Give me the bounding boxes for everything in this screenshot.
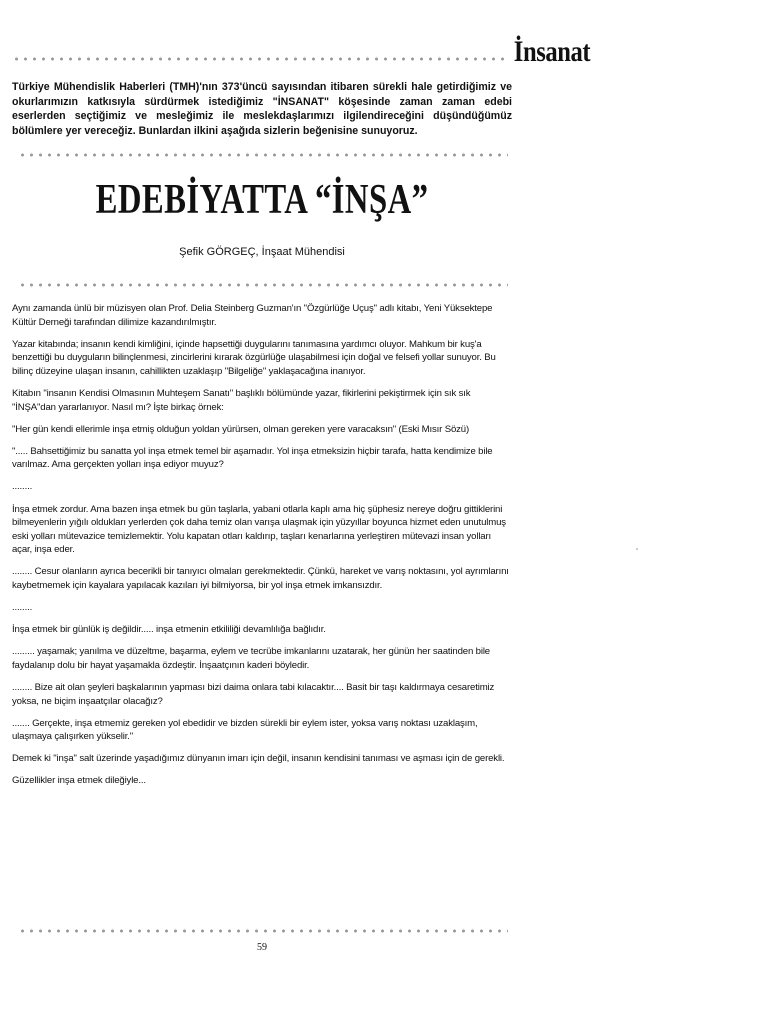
ellipsis-line: ........ [12, 481, 33, 493]
article-body [12, 302, 512, 797]
divider-dotted-rule [18, 282, 508, 288]
body-quote: "..... Bahsettiğimiz bu sanatta yol inşa etmek temel bir aşamadır. Yol inşa etmeksizin hiçbir tarafa, hatta kendimize bile varılmaz. Ama gerçekten yolları inşa ediyor muyuz? [12, 445, 493, 471]
body-quote: ........ Cesur olanların ayrıca becerikli bir tanıyıcı olmaları gerekmektedir. Çünkü, hareket ve varış noktasını, yol ayrımlarını kaybetmemek için kayalara yapılacak kazıları iyi bilmiyorsa, bir yol inşa etmek imkansızdır. [12, 566, 509, 591]
body-quote: ....... Gerçekte, inşa etmemiz gereken yol ebedidir ve bizden sürekli bir eylem ister, yoksa varış noktası uzaklaşım, ulaşmaya çalışırken yükselir." [12, 717, 478, 743]
body-paragraph: Aynı zamanda ünlü bir müzisyen olan Prof. Delia Steinberg Guzman'ın "Özgürlüğe Uçuş" adlı kitabı, Yeni Yüksektepe Kültür Derneği tarafından dilimize kazandırılmıştır. [12, 303, 493, 328]
header-dotted-rule [12, 56, 507, 62]
body-quote: ......... yaşamak; yanılma ve düzeltme, başarma, eylem ve tecrübe imkanlarını uzatarak, her günün her saatinden bile faydalanıp dolu bir hayat yaşamakla özdeştir. İnşaatçının kaderi böyledir. [12, 646, 490, 671]
body-quote: ........ Bize ait olan şeyleri başkalarının yapması bizi daima onlara tabi kılacaktır.... Basit bir taşı kaldırmaya cesaretimiz yoksa, ne biçim inşaatçılar olacağız? [12, 681, 495, 707]
body-quote: "Her gün kendi ellerimle inşa etmiş olduğun yoldan yürürsen, olman gereken yere varacaksın" (Eski Mısır Sözü) [12, 423, 470, 435]
body-quote: İnşa etmek zordur. Ama bazen inşa etmek bu gün taşlarla, yabani otlarla kaplı ama hiç şüphesiz nereye doğru gittiklerini bilmeyenlerin yığılı oldukları yerlerden çok daha temiz olan varışa ulaşmak için yüzyıllar boyunca hizmet eden unutulmuş eski yolları mütevazice temizlemektir. Yolu kapatan otları kaldırıp, taşları kenarlarına yerleştiren mütevazi insan yolları açar, inşa eder. [12, 503, 506, 556]
body-paragraph: Demek ki "inşa" salt üzerinde yaşadığımız dünyanın imarı için değil, insanın kendisini tanıması ve aşması için de gerekli. [12, 753, 505, 765]
author-line: Şefik GÖRGEÇ, İnşaat Mühendisi [179, 246, 345, 258]
body-quote: İnşa etmek bir günlük iş değildir..... inşa etmenin etkililiği devamlılığa bağlıdır. [12, 624, 326, 636]
intro-paragraph: Türkiye Mühendislik Haberleri (TMH)'nın 373'üncü sayısından itibaren sürekli hale getirdiğimiz ve okurlarımızın katkısıyla sürdürmek istediğimiz "İNSANAT" köşesinde zaman zaman edebi eserlerden seçtiğimiz ve mesleğimiz ile meslekdaşlarımızı ilgilendireceğini düşündüğümüz bölümlere yer vereceğiz. Bunlardan ilkini aşağıda sizlerin beğenisine sunuyoruz. [12, 81, 512, 137]
article-title: EDEBİYATTA “İNŞA” [95, 177, 429, 223]
scan-speck [636, 548, 638, 550]
divider-dotted-rule [18, 152, 508, 158]
ellipsis-line: ........ [12, 602, 33, 614]
page-number: 59 [257, 942, 267, 953]
body-paragraph: Yazar kitabında; insanın kendi kimliğini, içinde hapsettiği duygularını tanımasına yardımcı oluyor. Mahkum bir kuş'a benzettiği bu duyguların bilinçlenmesi, zincirlerini kırarak özgürlüğe ulaşabilmesi için doğal ve felsefi yollar sunuyor. Bu bilinç düzeyine ulaşan insanın, cahillikten uzaklaşıp "Bilgeliğe" yaklaşacağına inanıyor. [12, 338, 496, 377]
section-header [12, 34, 590, 70]
body-paragraph: Kitabın "insanın Kendisi Olmasının Muhteşem Sanatı" başlıklı bölümünde yazar, fikirlerini pekiştirmek için sık sık "İNŞA"dan yararlanıyor. Nasıl mı? İşte birkaç örnek: [12, 387, 471, 413]
footer-dotted-rule [18, 928, 508, 934]
scan-margin [0, 980, 768, 1024]
section-title: İnsanat [513, 35, 590, 68]
closing-line: Güzellikler inşa etmek dileğiyle... [12, 775, 146, 787]
